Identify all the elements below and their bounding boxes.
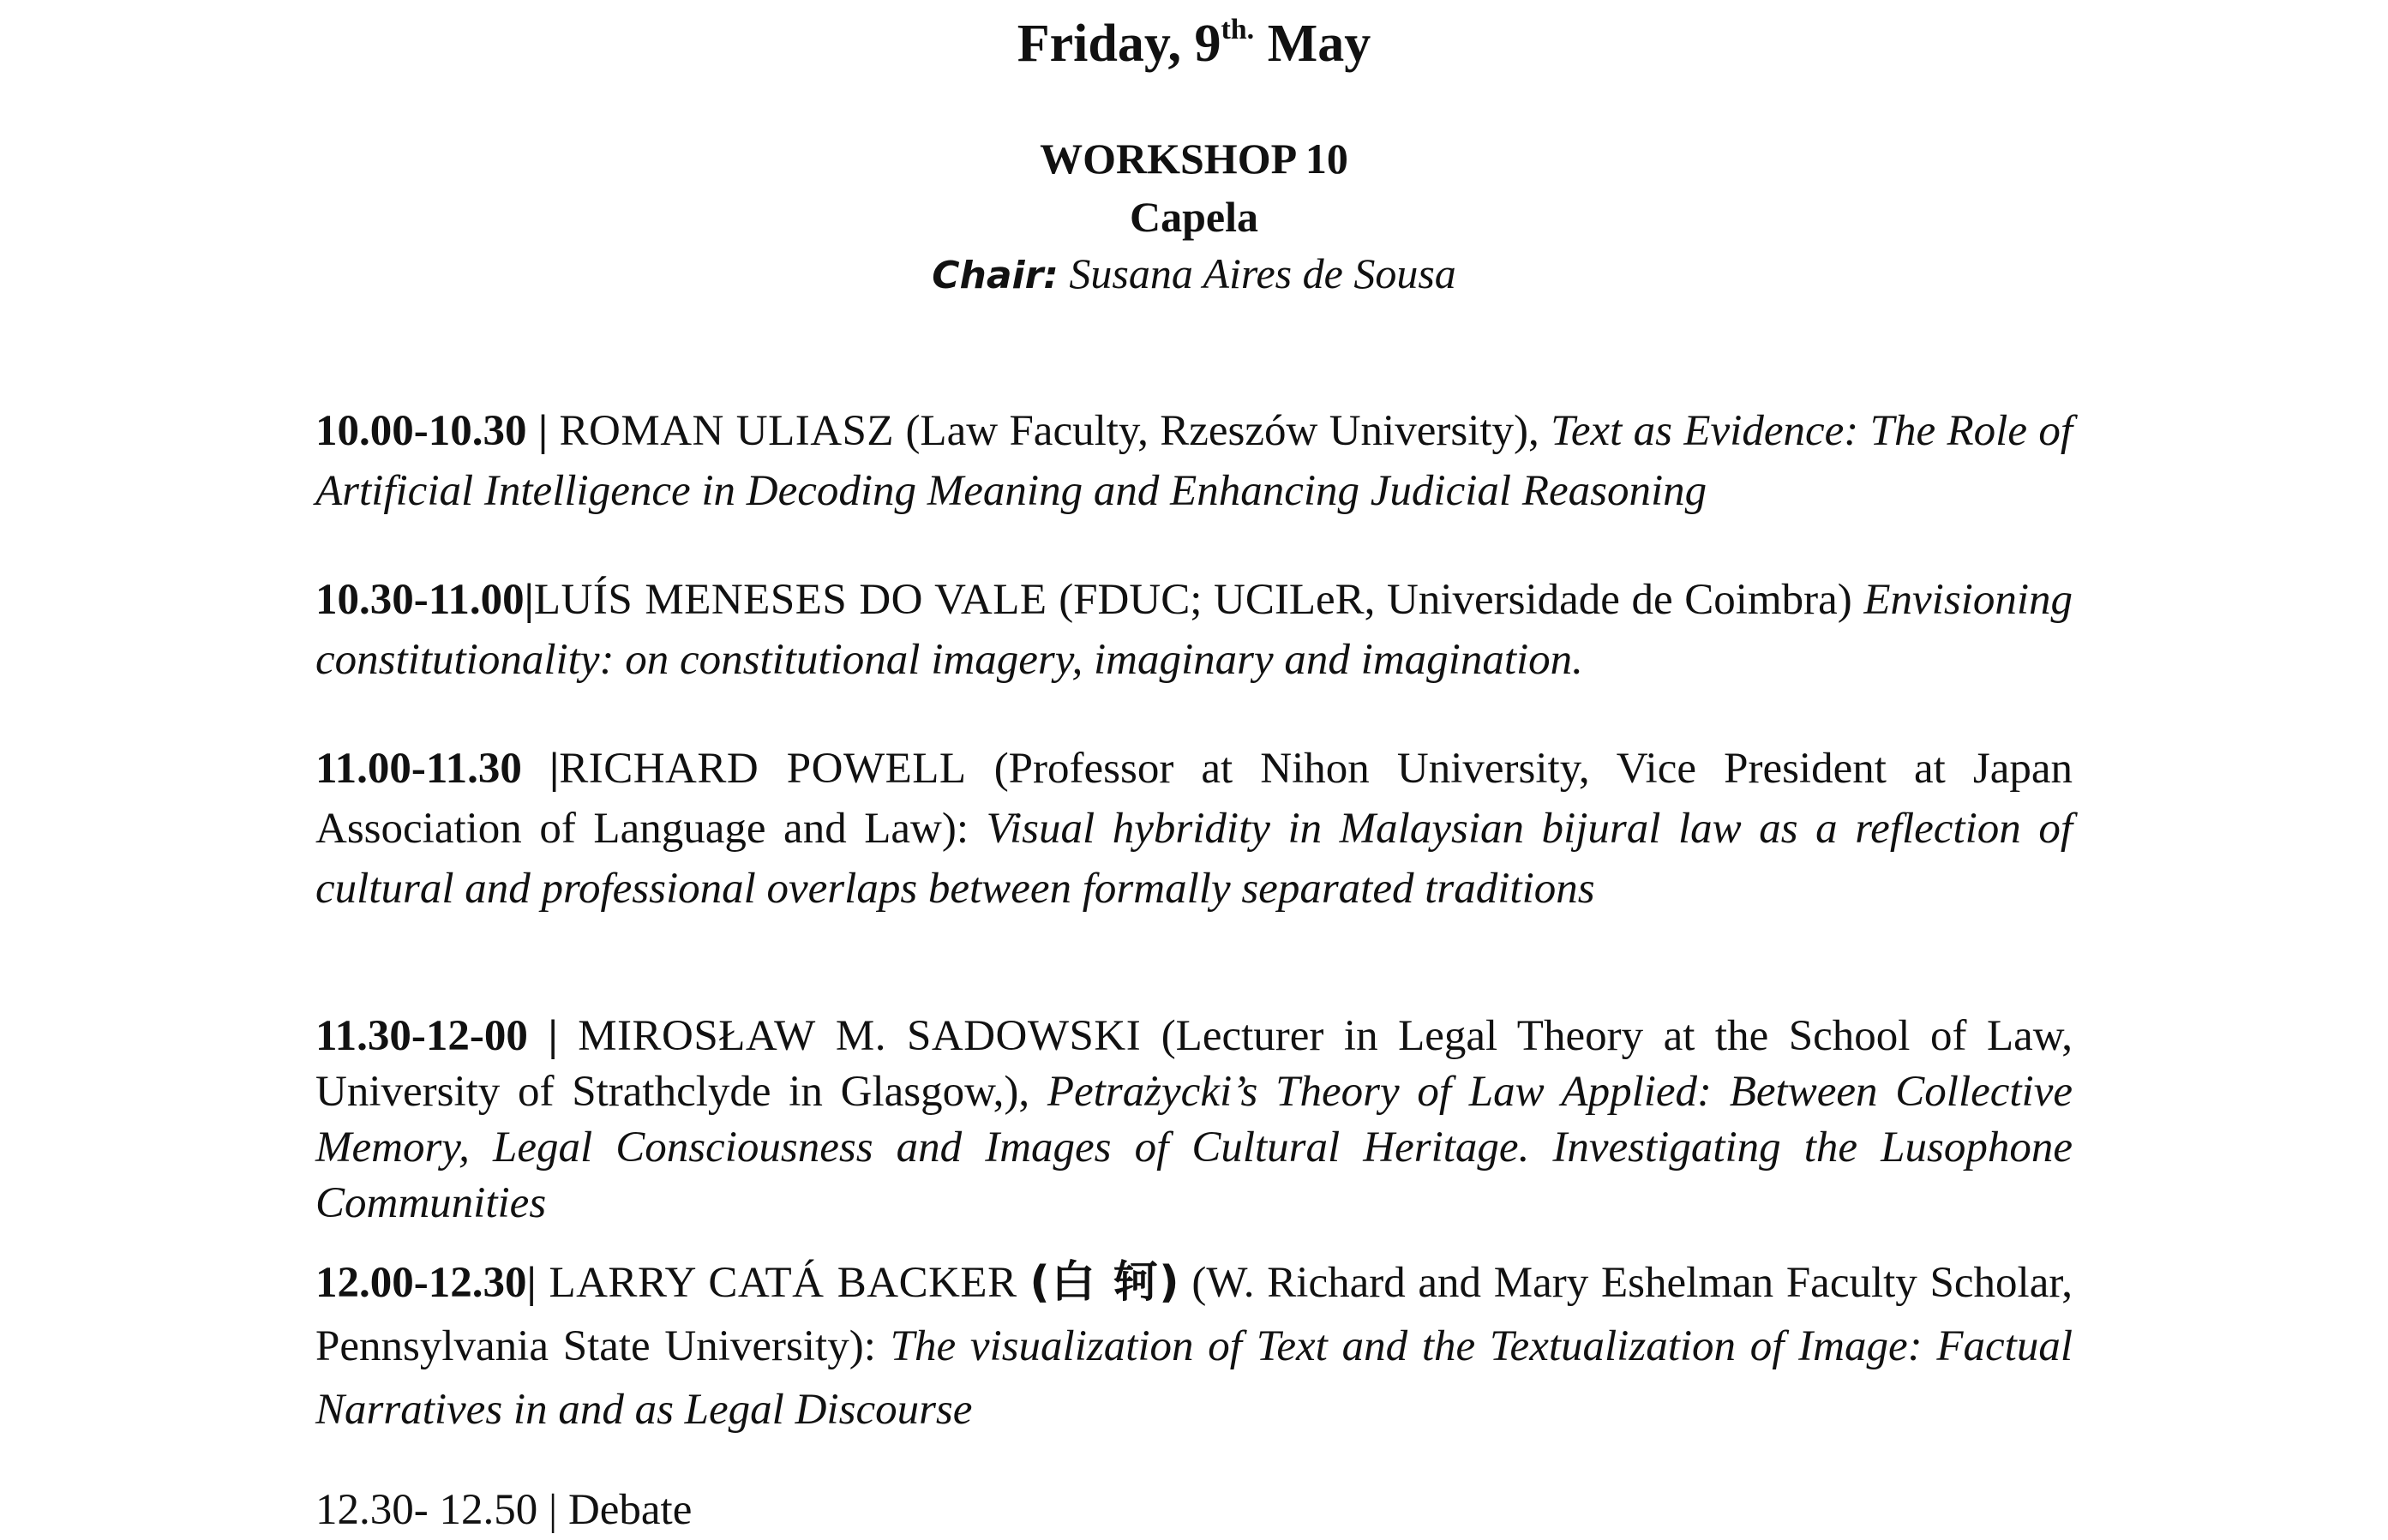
- session-entry-5: [315, 1251, 2073, 1441]
- session-title: Visual hybridity in Malaysian bijural law as a reflection of cultural and professional overlaps between formally separated traditions: [315, 805, 2073, 913]
- session-separator: |: [524, 576, 534, 624]
- chair-name: Susana Aires de Sousa: [1069, 249, 1456, 297]
- session-affiliation: (FDUC; UCILeR, Universidade de Coimbra): [1059, 576, 1852, 624]
- session-separator: |: [526, 1259, 537, 1307]
- workshop-venue: Capela: [1130, 193, 1258, 241]
- session-entry-3: [315, 739, 2073, 919]
- speaker-chinese-name: (白 轲): [1029, 1257, 1179, 1308]
- session-time: 10.30-11.00: [315, 576, 525, 624]
- session-time: 10.00-10.30: [315, 407, 527, 455]
- session-time: 11.00-11.30: [315, 745, 522, 793]
- session-affiliation: (W. Richard and Mary Eshelman Faculty Scholar, Pennsylvania State University):: [315, 1259, 2073, 1370]
- session-speaker: LUÍS MENESES DO VALE: [533, 576, 1047, 624]
- session-separator: |: [548, 1012, 558, 1060]
- session-separator: |: [537, 407, 549, 455]
- day-heading: [0, 5, 2388, 82]
- session-speaker: MIROSŁAW M. SADOWSKI: [578, 1012, 1142, 1060]
- debate-label: Debate: [567, 1486, 693, 1534]
- debate-time: 12.30- 12.50: [315, 1486, 538, 1534]
- session-time: 11.30-12-00: [315, 1012, 528, 1060]
- session-title: The visualization of Text and the Textualization of Image: Factual Narratives in and as Legal Discourse: [315, 1322, 2073, 1434]
- session-entry-1: [315, 401, 2073, 521]
- session-speaker: RICHARD POWELL: [559, 745, 967, 793]
- day-month-text: May: [1267, 15, 1371, 73]
- debate-separator: |: [548, 1486, 558, 1534]
- session-title: Petrażycki’s Theory of Law Applied: Between Collective Memory, Legal Consciousness and Images of Cultural Heritage. Investigating the Lusophone Communities: [315, 1068, 2073, 1227]
- session-entry-4: [315, 1009, 2073, 1231]
- session-title: Text as Evidence: The Role of Artificial Intelligence in Decoding Meaning and Enhancing Judicial Reasoning: [315, 407, 2073, 515]
- chair-line: [0, 243, 2388, 306]
- session-time: 12.00-12.30: [315, 1259, 527, 1307]
- session-affiliation: (Lecturer in Legal Theory at the School of Law, University of Strathclyde in Glasgow,),: [315, 1012, 2073, 1116]
- debate-entry: [315, 1480, 2073, 1540]
- workshop-title: WORKSHOP 10: [1040, 135, 1348, 183]
- session-entry-2: [315, 570, 2073, 690]
- session-affiliation: (Professor at Nihon University, Vice President at Japan Association of Language and Law):: [315, 745, 2073, 853]
- chair-label: Chair:: [932, 254, 1059, 297]
- session-affiliation: (Law Faculty, Rzeszów University),: [905, 407, 1539, 455]
- session-speaker: LARRY CATÁ BACKER: [549, 1259, 1017, 1307]
- session-speaker: ROMAN ULIASZ: [559, 407, 895, 455]
- session-title: Envisioning constitutionality: on constitutional imagery, imaginary and imagination.: [315, 576, 2073, 684]
- day-date-text: Friday, 9: [1017, 15, 1221, 73]
- ordinal-suffix: th.: [1221, 14, 1255, 46]
- session-separator: |: [549, 745, 560, 793]
